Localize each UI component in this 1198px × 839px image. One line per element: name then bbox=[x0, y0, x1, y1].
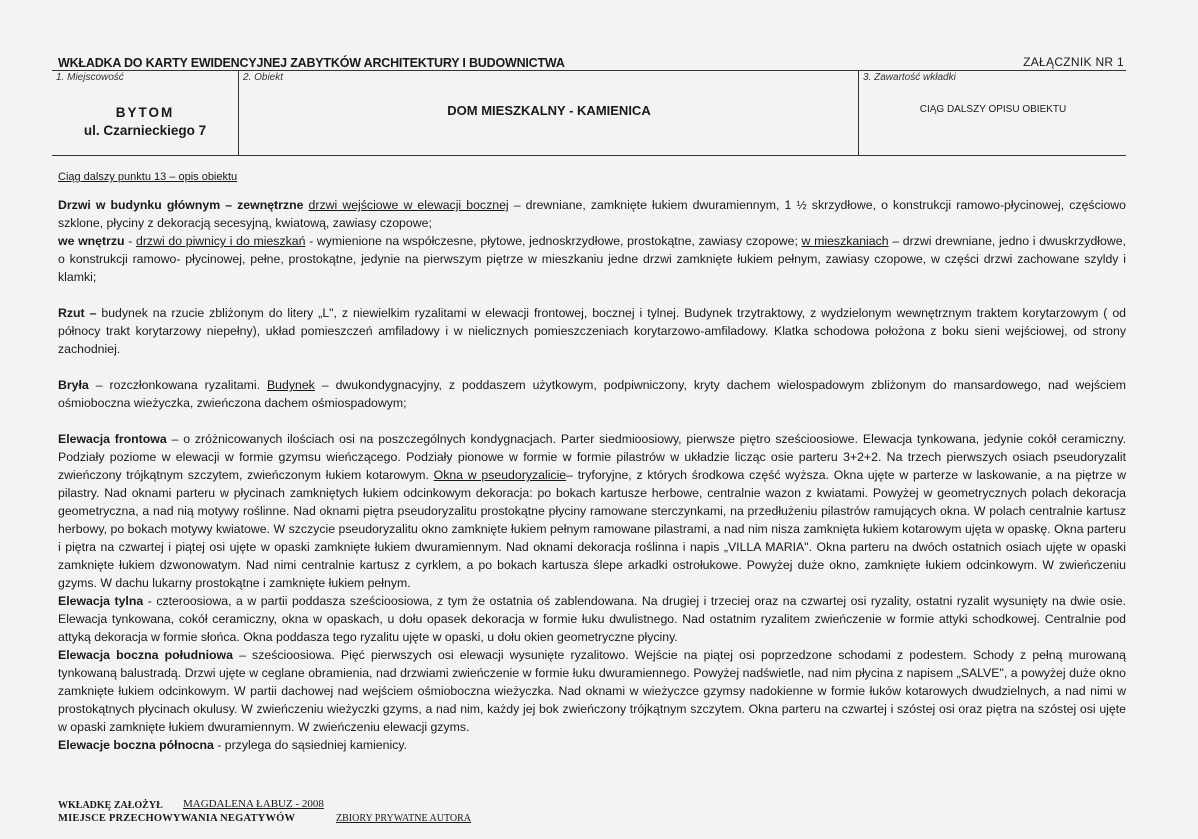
front-elevation-text-2: – tryforyjne, z których środkowa część wyższa. Okna ujęte w parterze w laskowanie, a na piętrze w pilastry. Nad oknami parteru w płycinach zamkniętych łukiem odcinkowym dekoracja: po bokach kartusze herbowe, centralnie wazon z kwiatami. Powyżej w geometrycznych polach dekoracja geometryczna, a nad nią motywy roślinne. Nad oknami piętra pseudoryzalitu prostokątne płyciny ramowane sterczynkami, na przedłużeniu pilastrów ramujących okna. W polach centralnie kartusz herbowy, po bokach motywy kwiatowe. W szczycie pseudoryzalitu okno zamknięte łukiem pełnym ramowane pilastrami, a nad nim nisza zamknięta łukiem kotarowym ujęta w opaskę. Okna parteru i piętra na czwartej i piątej osi ujęte w opaski zamknięte łukiem dwuramiennym. Nad oknami dekoracja roślinna i napis „VILLA MARIA". Okna parteru na dwóch ostatnich osiach ujęte w opaski zamknięte łukiem dzwonowatym. Nad nimi centralnie kartusz z cyrklem, a po bokach kartusza ślepe arkadki ostrołukowe. Powyżej duże okno, zamknięte łukiem odcinkowym. W zwieńczeniu gzyms. W dachu lukarny prostokątne i zamknięte łukiem pełnym. bbox=[58, 468, 1126, 590]
header-top-rule bbox=[52, 70, 1126, 71]
place-value bbox=[52, 104, 238, 140]
annex-number: ZAŁĄCZNIK NR 1 bbox=[1023, 55, 1124, 69]
plan-paragraph bbox=[58, 304, 1126, 358]
doors-text-3: – drzwi drewniane, jedno i dwuskrzydłowe, o konstrukcji ramowo- płycinowej, pełne, prostokątne, jedynie na pierwszym piętrze w mieszkaniu jedne drzwi zamknięte łukiem pełnym, zawiasy czopowe, w części drzwi zachowane szyldy i klamki; bbox=[58, 234, 1126, 284]
massing-paragraph bbox=[58, 376, 1126, 412]
doors-separator: - bbox=[124, 234, 136, 248]
sheet-title: WKŁADKA DO KARTY EWIDENCYJNEJ ZABYTKÓW ARCHITEKTURY I BUDOWNICTWA bbox=[58, 56, 565, 70]
contents-label: 3. Zawartość wkładki bbox=[863, 72, 956, 83]
south-elevation-paragraph bbox=[58, 646, 1126, 736]
doors-text-1: – drewniane, zamknięte łukiem dwuramiennym, 1 ½ skrzydłowe, o konstrukcji ramowo-płycinowej, częściowo szklone, płyciny z dekoracją secesyjną, kwiatową, zawiasy czopowe; bbox=[58, 198, 1127, 230]
column-divider-1 bbox=[238, 70, 239, 156]
object-label: 2. Obiekt bbox=[243, 72, 284, 83]
section-reference: Ciąg dalszy punktu 13 – opis obiektu bbox=[58, 171, 238, 183]
object-name: DOM MIESZKALNY - KAMIENICA bbox=[447, 103, 651, 118]
front-elevation-paragraph bbox=[58, 430, 1126, 592]
column-divider-2 bbox=[858, 70, 859, 156]
plan-text: budynek na rzucie zbliżonym do litery „L", z niewielkim ryzalitami w elewacji frontowej, bocznej i tylnej. Budynek trzytraktowy, z wydzielonym wewnętrznym traktem korytarzowym ( od północy trakt korytarzowy niepełny), układ pomieszczeń amfiladowy i w nielicznych pomieszczeniach korytarzowo-amfiladowy. Klatka schodowa położona z boku sieni wejściowej, od strony zachodniej. bbox=[58, 306, 1126, 356]
contents-value: CIĄG DALSZY OPISU OBIEKTU bbox=[919, 104, 1067, 115]
south-elevation-heading: Elewacja boczna południowa bbox=[58, 648, 233, 662]
doors-text-2: - wymienione na współczesne, płytowe, jednoskrzydłowe, prostokątne, zawiasy czopowe; bbox=[305, 234, 802, 248]
south-elevation-text: – sześcioosiowa. Pięć pierwszych osi elewacji wysunięte ryzalitowo. Wejście na piątej osi poprzedzone schodami z podestem. Schody z pełną murowaną tynkowaną balustradą. Drzwi ujęte w ceglane obramienia, nad drzwiami zwieńczenie w formie łuku dwuramiennego. Powyżej nadświetle, nad nim płycina z napisem „SALVE", a powyżej duże okno zamknięte łukiem odcinkowym. W partii dachowej nad wejściem ośmioboczna wieżyczka. Nad oknami w wieżyczce gzymsy nadokienne w formie łuków kotarowych dwudzielnych, a nad nimi w prostokątnych płycinach okulusy. W zwieńczeniu wieżyczki gzyms, a nad nim, każdy jej bok zwieńczony trójkątnym szczytem. Okna parteru na czwartej i szóstej osi oraz piętra na szóstej osi ujęte w opaski zamknięte łukiem dwuramiennym. W zwieńczeniu elewacji gzyms. bbox=[58, 648, 1126, 734]
plan-heading: Rzut – bbox=[58, 306, 97, 320]
doors-paragraph bbox=[58, 196, 1126, 286]
massing-heading: Bryła bbox=[58, 378, 89, 392]
doors-apartments: w mieszkaniach bbox=[801, 234, 889, 248]
massing-text-1: – rozczłonkowana ryzalitami. bbox=[88, 378, 267, 392]
storage-label: MIEJSCE PRZECHOWYWANIA NEGATYWÓW bbox=[58, 813, 296, 824]
doors-basement: drzwi do piwnicy i do mieszkań bbox=[136, 234, 306, 248]
prepared-by-label: WKŁADKĘ ZAŁOŻYŁ bbox=[58, 800, 163, 811]
doors-interior-heading: we wnętrzu bbox=[58, 234, 125, 248]
header-bottom-rule bbox=[52, 155, 1126, 156]
city-name: BYTOM bbox=[115, 105, 175, 120]
north-elevation-text: - przylega do sąsiedniej kamienicy. bbox=[213, 738, 408, 752]
massing-building: Budynek bbox=[266, 378, 315, 392]
storage-value: ZBIORY PRYWATNE AUTORA bbox=[336, 813, 472, 824]
doors-heading: Drzwi w budynku głównym – zewnętrzne bbox=[58, 198, 304, 212]
front-elevation-text-1: – o zróżnicowanych ilościach osi na poszczególnych kondygnacjach. Parter siedmioosiowy, pierwsze piętro sześcioosiowe. Elewacja tynkowana, jedynie cokół ceramiczny. Podziały poziome w elewacji w formie gzymsu wieńczącego. Podziały pionowe w formie w formie pilastrów w układzie licząc osie parteru 3+2+2. Na trzech pierwszych osiach pseudoryzalit zwieńczony trójkątnym szczytem, zwieńczonym łukiem kotarowym. bbox=[58, 432, 1126, 482]
rear-elevation-heading: Elewacja tylna bbox=[58, 594, 144, 608]
front-elevation-windows: Okna w pseudoryzalicie bbox=[433, 468, 567, 482]
author-name: MAGDALENA ŁABUZ - 2008 bbox=[183, 798, 324, 810]
front-elevation-heading: Elewacja frontowa bbox=[58, 432, 167, 446]
place-label: 1. Miejscowość bbox=[56, 72, 124, 83]
massing-text-2: – dwukondygnacyjny, z poddaszem użytkowym, podpiwniczony, kryty dachem wielospadowym zbliżonym do mansardowego, nad wejściem ośmioboczna wieżyczka, zwieńczona dachem ośmiospadowym; bbox=[58, 378, 1126, 410]
rear-elevation-text: - czteroosiowa, a w partii poddasza sześcioosiowa, z tym że ostatnia oś zablendowana. Na drugiej i trzeciej oraz na czwartej osi ryzality, ostatni ryzalit wysunięty na dwie osie. Elewacja tynkowana, cokół ceramiczny, okna w opaskach, u dołu opasek dekoracja w formie łuku dwulistnego. Nad ostatnim ryzalitem zwieńczenie w formie attyki schodkowej. Centralnie pod attyką dekoracja w formie słońca. Okna poddasza tego ryzalitu ujęte w opaski, u dołu okien geometryczne płyciny. bbox=[58, 594, 1126, 644]
north-elevation-paragraph bbox=[58, 736, 1126, 754]
doors-side-entrance: drzwi wejściowe w elewacji bocznej bbox=[308, 198, 509, 212]
street-address: ul. Czarnieckiego 7 bbox=[83, 123, 207, 138]
description-body bbox=[58, 196, 1126, 754]
north-elevation-heading: Elewacje boczna północna bbox=[58, 738, 214, 752]
rear-elevation-paragraph bbox=[58, 592, 1126, 646]
